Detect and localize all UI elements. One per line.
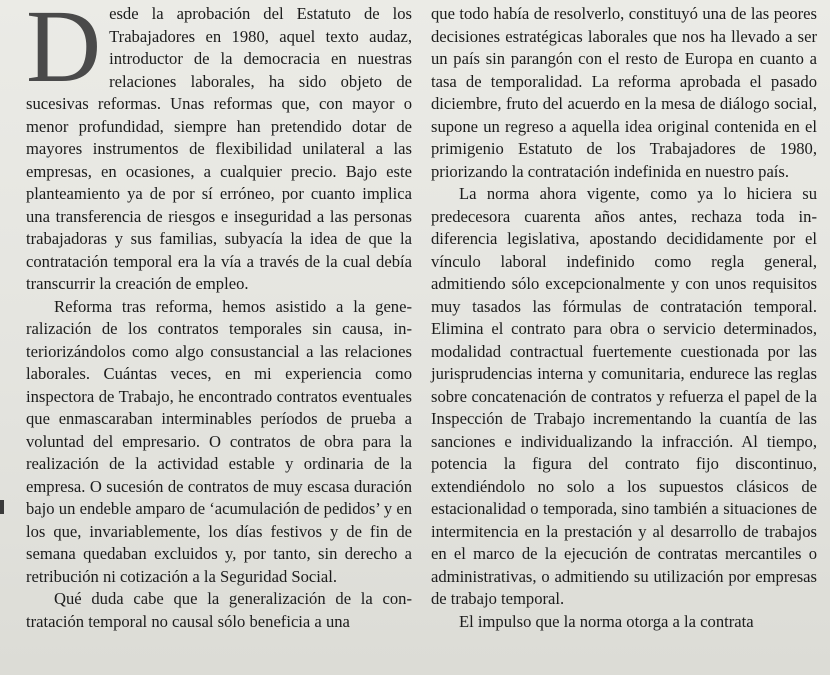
edge-mark — [0, 500, 4, 514]
paragraph: Qué duda cabe que la generalización de la contratación temporal no causal sólo beneficia a una — [26, 589, 412, 631]
paragraph: Reforma tras reforma, hemos asistido a la generalización de los contratos temporales sin causa, interiorizándolos como algo consustancial a las relaciones laborales. Cuántas veces, en mi experiencia como inspectora de Trabajo, he encontrado contratos eventuales que enmascaraban interminables períodos de prueba a voluntad del empresario. O contratos de obra para la realización de la actividad estable y ordinaria de la empresa. O sucesión de contratos de muy escasa duración bajo un endeble amparo de ‘acumulación de pedidos’ y en los que, invariablemente, los días festivos y de fin de semana quedaban excluidos y, por tanto, sin derecho a retribución ni cotización a la Seguridad Social. — [26, 296, 412, 586]
drop-cap: D — [26, 0, 102, 104]
paragraph-text: esde la aprobación del Estatuto de los Trabajadores en 1980, aquel texto audaz, introductor de la democracia en nuestras relaciones laborales, ha sido objeto de sucesivas reformas. Unas reformas que, con mayor o menor profundidad, siempre han pretendido dotar de mayores instrumentos de flexibilidad unilateral a las empresas, en ocasiones, a cualquier precio. Bajo este planteamiento ya de por sí erróneo, por cuanto implica una transferencia de riesgos e inseguridad a las personas trabajadoras y sus familias, subyacía la idea de que la contratación temporal era la vía a través de la cual debía transcurrir la creación de empleo. — [26, 4, 412, 293]
paragraph — [26, 0, 412, 296]
paragraph: que todo había de resolverlo, constituyó una de las peores decisiones estratégicas laborales que nos ha llevado a ser un país sin parangón con el resto de Europa en cuanto a tasa de temporalidad. La reforma aprobada el pasado diciembre, fruto del acuerdo en la mesa de diálogo social, supone un regreso a aquella idea original contenida en el primigenio Estatuto de los Trabajadores de 1980, priorizando la contratación indefinida en nuestro país. — [431, 4, 817, 181]
right-column — [431, 3, 817, 633]
paragraph: El impulso que la norma otorga a la contrata — [459, 611, 754, 631]
left-column — [26, 0, 412, 633]
paragraph: La norma ahora vigente, como ya lo hiciera su predecesora cuarenta años antes, rechaza toda indiferencia legislativa, apostando decididamente por el vínculo laboral indefinido como regla general, admitiendo sólo excepcionalmente y con unos requisitos muy tasados las fórmulas de contratación temporal. Elimina el contrato para obra o servicio determinados, modalidad contractual fuertemente cuestionada por las jurisprudencias interna y comunitaria, endurece las reglas sobre concatenación de contratos y refuerza el papel de la Inspección de Trabajo incrementando la cuantía de las sanciones e individualizando la infracción. Al tiempo, potencia la figura del contrato fijo discontinuo, extendiéndolo no solo a los supuestos clásicos de estacionalidad o temporada, sino también a situaciones de intermitencia en la prestación y al desarrollo de trabajos en el marco de la ejecución de contratas mercantiles o administrativas, o admitiendo su utilización por empresas de trabajo temporal. — [431, 184, 817, 608]
